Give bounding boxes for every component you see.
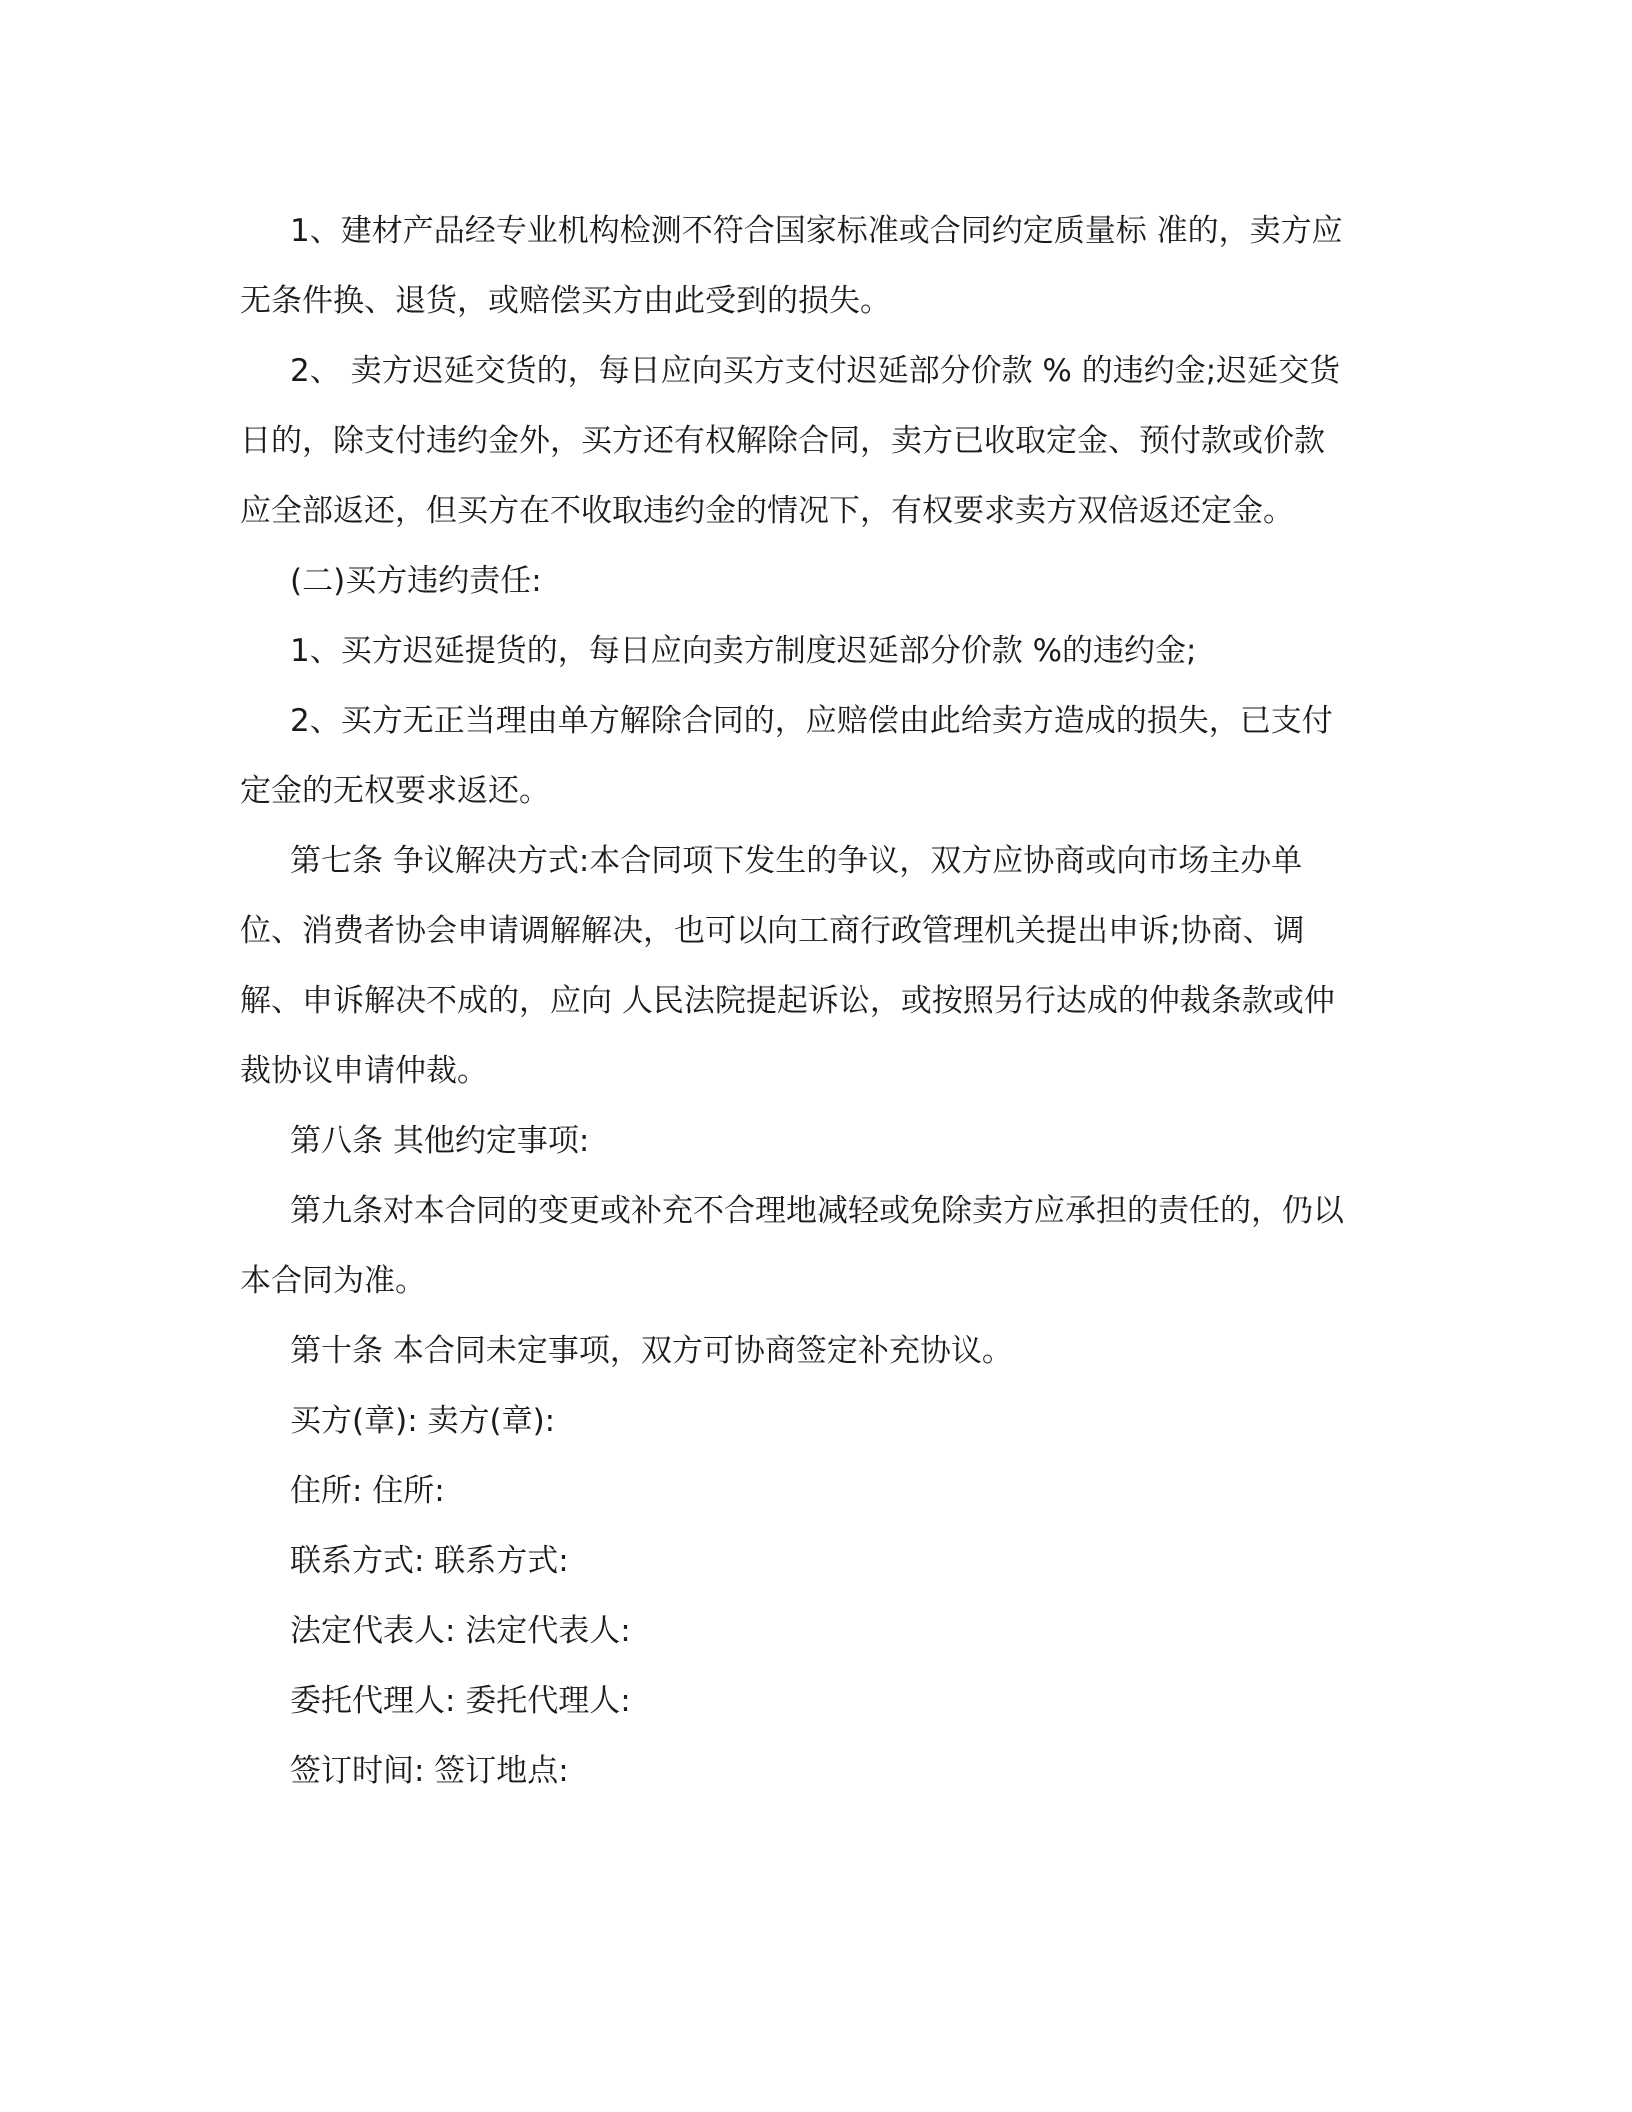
article-8-other (240, 1106, 1372, 1176)
article-9-amendment (240, 1176, 1372, 1316)
text-line: 位、消费者协会申请调解解决，也可以向工商行政管理机关提出申诉;协商、调 (240, 913, 1305, 949)
signature-field-seal: 买方(章): 卖方(章): (290, 1403, 556, 1439)
signature-field-contact: 联系方式: 联系方式: (290, 1543, 569, 1579)
text-line: 第八条 其他约定事项: (290, 1123, 590, 1159)
article-10-supplement (240, 1316, 1372, 1386)
text-line: 第九条对本合同的变更或补充不合理地减轻或免除卖方应承担的责任的，仍以 (290, 1193, 1344, 1229)
section-heading: (二)买方违约责任: (290, 563, 542, 599)
signature-field-date-place: 签订时间: 签订地点: (290, 1753, 569, 1789)
text-line: 定金的无权要求返还。 (240, 773, 550, 809)
text-line: 裁协议申请仲裁。 (240, 1053, 488, 1089)
text-line: 2、 卖方迟延交货的，每日应向买方支付迟延部分价款 % 的违约金;迟延交货 (290, 353, 1341, 389)
signature-block (240, 1386, 1372, 1806)
signature-field-agent: 委托代理人: 委托代理人: (290, 1683, 631, 1719)
article-7-dispute (240, 826, 1372, 1106)
signature-field-legal-rep: 法定代表人: 法定代表人: (290, 1613, 631, 1649)
signature-field-address: 住所: 住所: (290, 1473, 445, 1509)
clause-buyer-delay (240, 616, 1372, 686)
text-line: 1、建材产品经专业机构检测不符合国家标准或合同约定质量标 准的，卖方应 (290, 213, 1343, 249)
text-line: 本合同为准。 (240, 1263, 426, 1299)
text-line: 应全部返还，但买方在不收取违约金的情况下，有权要求卖方双倍返还定金。 (240, 493, 1294, 529)
text-line: 无条件换、退货，或赔偿买方由此受到的损失。 (240, 283, 891, 319)
text-line: 解、申诉解决不成的，应向 人民法院提起诉讼，或按照另行达成的仲裁条款或仲 (240, 983, 1335, 1019)
document-body (240, 196, 1372, 1806)
clause-buyer-termination (240, 686, 1372, 826)
text-line: 2、买方无正当理由单方解除合同的，应赔偿由此给卖方造成的损失，已支付 (290, 703, 1333, 739)
text-line: 日的，除支付违约金外，买方还有权解除合同，卖方已收取定金、预付款或价款 (240, 423, 1325, 459)
text-line: 第七条 争议解决方式:本合同项下发生的争议，双方应协商或向市场主办单 (290, 843, 1303, 879)
clause-seller-quality (240, 196, 1372, 336)
clause-seller-delay (240, 336, 1372, 546)
text-line: 第十条 本合同未定事项，双方可协商签定补充协议。 (290, 1333, 1013, 1369)
section-buyer-liability-heading (240, 546, 1372, 616)
text-line: 1、买方迟延提货的，每日应向卖方制度迟延部分价款 %的违约金; (290, 633, 1197, 669)
